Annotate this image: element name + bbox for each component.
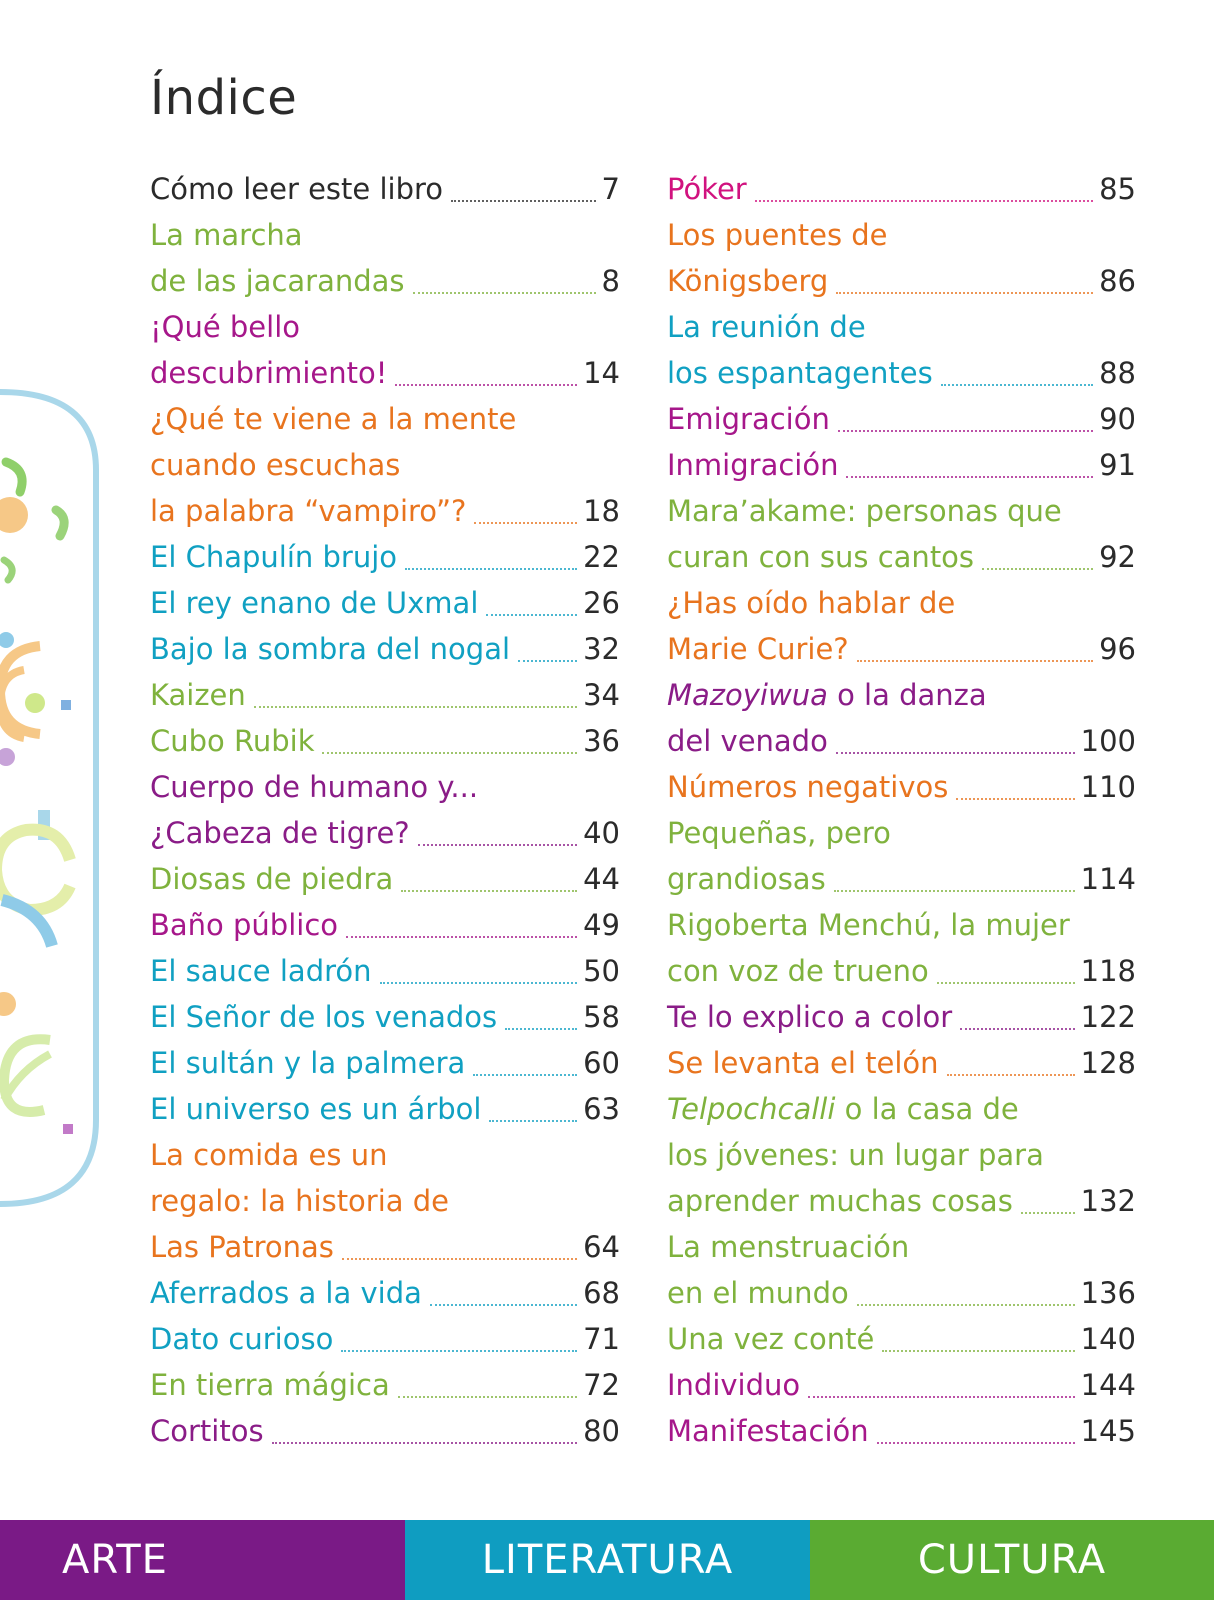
- list-item[interactable]: [150, 488, 620, 534]
- dot-leader: [272, 1442, 578, 1444]
- entry-title: Las Patronas: [150, 1230, 334, 1264]
- list-item[interactable]: [667, 672, 1136, 718]
- list-item[interactable]: [667, 350, 1136, 396]
- list-item[interactable]: [150, 764, 620, 810]
- page-number: 91: [1099, 448, 1136, 482]
- decorative-border: [0, 0, 110, 1220]
- page-number: 40: [583, 816, 620, 850]
- entry-title-italic: Telpochcalli: [667, 1092, 836, 1126]
- dot-leader: [380, 982, 578, 984]
- dot-leader: [413, 292, 596, 294]
- entry-title-italic: Mazoyiwua: [667, 678, 828, 712]
- list-item[interactable]: [667, 1086, 1136, 1132]
- page-number: 92: [1099, 540, 1136, 574]
- page-number: 100: [1080, 724, 1136, 758]
- category-legend: [0, 1520, 1214, 1600]
- page-number: 88: [1099, 356, 1136, 390]
- dot-leader: [346, 936, 577, 938]
- list-item[interactable]: [667, 212, 1136, 258]
- page-number: 86: [1099, 264, 1136, 298]
- entry-title: cuando escuchas: [150, 448, 401, 482]
- page-number: 32: [583, 632, 620, 666]
- list-item[interactable]: [150, 1316, 620, 1362]
- list-item[interactable]: [667, 810, 1136, 856]
- entry-title: Los puentes de: [667, 218, 888, 252]
- dot-leader: [857, 660, 1093, 662]
- list-item[interactable]: [667, 1270, 1136, 1316]
- page-number: 136: [1080, 1276, 1136, 1310]
- entry-title: curan con sus cantos: [667, 540, 975, 574]
- entry-title: Te lo explico a color: [667, 1000, 953, 1034]
- page-number: 44: [583, 862, 620, 896]
- list-item[interactable]: [150, 718, 620, 764]
- entry-title: La reunión de: [667, 310, 866, 344]
- category-cultura: CULTURA: [810, 1520, 1214, 1600]
- page-number: 80: [583, 1414, 620, 1448]
- entry-title: Kaizen: [150, 678, 246, 712]
- page-number: 26: [583, 586, 620, 620]
- entry-title: Rigoberta Menchú, la mujer: [667, 908, 1070, 942]
- list-item[interactable]: [150, 350, 620, 396]
- list-item[interactable]: [150, 994, 620, 1040]
- dot-leader: [857, 1304, 1075, 1306]
- entry-title: [667, 1086, 1019, 1132]
- entry-title: los espantagentes: [667, 356, 933, 390]
- index-column-right: [667, 166, 1136, 1454]
- entry-title: ¿Cabeza de tigre?: [150, 816, 410, 850]
- dot-leader: [937, 982, 1075, 984]
- list-item[interactable]: [667, 718, 1136, 764]
- dot-leader: [808, 1396, 1074, 1398]
- entry-title: Individuo: [667, 1368, 801, 1402]
- dot-leader: [755, 200, 1093, 202]
- entry-title: Bajo la sombra del nogal: [150, 632, 511, 666]
- entry-title: El sultán y la palmera: [150, 1046, 466, 1080]
- list-item[interactable]: [667, 1040, 1136, 1086]
- dot-leader: [838, 430, 1093, 432]
- page-number: 50: [583, 954, 620, 988]
- dot-leader: [947, 1074, 1075, 1076]
- dot-leader: [474, 522, 577, 524]
- entry-title: Dato curioso: [150, 1322, 334, 1356]
- page-number: 18: [583, 494, 620, 528]
- dot-leader: [322, 752, 577, 754]
- entry-title: Pequeñas, pero: [667, 816, 891, 850]
- entry-title: En tierra mágica: [150, 1368, 390, 1402]
- dot-leader: [489, 1120, 577, 1122]
- page-number: 140: [1080, 1322, 1136, 1356]
- dot-leader: [254, 706, 577, 708]
- entry-title-rest: o la danza: [827, 678, 987, 712]
- page-number: 68: [583, 1276, 620, 1310]
- list-item[interactable]: [150, 304, 620, 350]
- category-literatura: LITERATURA: [405, 1520, 810, 1600]
- dot-leader: [982, 568, 1093, 570]
- list-item[interactable]: [150, 626, 620, 672]
- list-item[interactable]: [150, 1086, 620, 1132]
- list-item[interactable]: [150, 902, 620, 948]
- list-item[interactable]: [150, 258, 620, 304]
- page-number: 71: [583, 1322, 620, 1356]
- list-item[interactable]: [150, 1178, 620, 1224]
- entry-title: en el mundo: [667, 1276, 849, 1310]
- list-item[interactable]: [150, 856, 620, 902]
- entry-title: con voz de trueno: [667, 954, 929, 988]
- list-item[interactable]: [667, 580, 1136, 626]
- entry-title: Cuerpo de humano y...: [150, 770, 479, 804]
- list-item[interactable]: [150, 810, 620, 856]
- entry-title-rest: o la casa de: [835, 1092, 1019, 1126]
- entry-title: grandiosas: [667, 862, 826, 896]
- page-number: 22: [583, 540, 620, 574]
- entry-title: Marie Curie?: [667, 632, 849, 666]
- entry-title: El rey enano de Uxmal: [150, 586, 479, 620]
- dot-leader: [518, 660, 577, 662]
- entry-title: La marcha: [150, 218, 303, 252]
- dot-leader: [956, 798, 1074, 800]
- list-item[interactable]: [667, 442, 1136, 488]
- page-number: 60: [583, 1046, 620, 1080]
- page-number: 145: [1080, 1414, 1136, 1448]
- dot-leader: [342, 1258, 577, 1260]
- list-item[interactable]: [667, 304, 1136, 350]
- page-number: 14: [583, 356, 620, 390]
- entry-title: Diosas de piedra: [150, 862, 394, 896]
- category-arte: ARTE: [0, 1520, 405, 1600]
- list-item[interactable]: [667, 534, 1136, 580]
- entry-title: regalo: la historia de: [150, 1184, 450, 1218]
- dot-leader: [430, 1304, 577, 1306]
- page-title: Índice: [150, 70, 298, 126]
- dot-leader: [451, 200, 596, 202]
- dot-leader: [836, 292, 1093, 294]
- list-item[interactable]: [150, 166, 620, 212]
- entry-title: ¿Qué te viene a la mente: [150, 402, 517, 436]
- list-item[interactable]: [150, 1132, 620, 1178]
- list-item[interactable]: [150, 534, 620, 580]
- entry-title: la palabra “vampiro”?: [150, 494, 467, 528]
- page-number: 118: [1080, 954, 1136, 988]
- page-number: 63: [583, 1092, 620, 1126]
- dot-leader: [486, 614, 577, 616]
- entry-title: Cubo Rubik: [150, 724, 315, 758]
- page-number: 8: [601, 264, 620, 298]
- entry-title: del venado: [667, 724, 828, 758]
- page-number: 58: [583, 1000, 620, 1034]
- dot-leader: [505, 1028, 577, 1030]
- page-number: 128: [1080, 1046, 1136, 1080]
- entry-title: Emigración: [667, 402, 830, 436]
- page-number: 72: [583, 1368, 620, 1402]
- dot-leader: [401, 890, 577, 892]
- page-number: 122: [1080, 1000, 1136, 1034]
- entry-title: Aferrados a la vida: [150, 1276, 422, 1310]
- page-number: 34: [583, 678, 620, 712]
- dot-leader: [836, 752, 1075, 754]
- list-item[interactable]: [150, 672, 620, 718]
- page-number: 49: [583, 908, 620, 942]
- list-item[interactable]: [150, 948, 620, 994]
- page-number: 110: [1080, 770, 1136, 804]
- list-item[interactable]: [667, 166, 1136, 212]
- page-number: 96: [1099, 632, 1136, 666]
- entry-title: ¡Qué bello: [150, 310, 300, 344]
- page-number: 132: [1080, 1184, 1136, 1218]
- dot-leader: [882, 1350, 1074, 1352]
- list-item[interactable]: [150, 212, 620, 258]
- entry-title: Cómo leer este libro: [150, 172, 444, 206]
- page-number: 36: [583, 724, 620, 758]
- entry-title: El sauce ladrón: [150, 954, 372, 988]
- list-item[interactable]: [667, 1316, 1136, 1362]
- list-item[interactable]: [667, 856, 1136, 902]
- list-item[interactable]: [150, 1224, 620, 1270]
- entry-title: Póker: [667, 172, 747, 206]
- dot-leader: [341, 1350, 577, 1352]
- dot-leader: [846, 476, 1093, 478]
- list-item[interactable]: [150, 580, 620, 626]
- list-item[interactable]: [667, 902, 1136, 948]
- list-item[interactable]: [667, 948, 1136, 994]
- entry-title: Manifestación: [667, 1414, 869, 1448]
- list-item[interactable]: [150, 1362, 620, 1408]
- page-number: 114: [1080, 862, 1136, 896]
- entry-title: Königsberg: [667, 264, 829, 298]
- page-number: 85: [1099, 172, 1136, 206]
- entry-title: Cortitos: [150, 1414, 264, 1448]
- index-column-left: [150, 166, 620, 1454]
- entry-title: El Chapulín brujo: [150, 540, 398, 574]
- list-item[interactable]: [150, 442, 620, 488]
- list-item[interactable]: [667, 994, 1136, 1040]
- entry-title: Se levanta el telón: [667, 1046, 939, 1080]
- list-item[interactable]: [667, 1224, 1136, 1270]
- list-item[interactable]: [667, 764, 1136, 810]
- entry-title: los jóvenes: un lugar para: [667, 1138, 1044, 1172]
- page-number: 144: [1080, 1368, 1136, 1402]
- list-item[interactable]: [667, 1362, 1136, 1408]
- list-item[interactable]: [150, 1270, 620, 1316]
- dot-leader: [1021, 1212, 1075, 1214]
- entry-title: [667, 672, 987, 718]
- dot-leader: [418, 844, 577, 846]
- dot-leader: [877, 1442, 1075, 1444]
- dot-leader: [473, 1074, 577, 1076]
- list-item[interactable]: [667, 1408, 1136, 1454]
- entry-title: Baño público: [150, 908, 339, 942]
- list-item[interactable]: [667, 488, 1136, 534]
- list-item[interactable]: [667, 1132, 1136, 1178]
- list-item[interactable]: [667, 626, 1136, 672]
- page-number: 90: [1099, 402, 1136, 436]
- list-item[interactable]: [667, 1178, 1136, 1224]
- page-number: 64: [583, 1230, 620, 1264]
- list-item[interactable]: [667, 258, 1136, 304]
- entry-title: aprender muchas cosas: [667, 1184, 1013, 1218]
- dot-leader: [834, 890, 1075, 892]
- list-item[interactable]: [150, 396, 620, 442]
- dot-leader: [405, 568, 577, 570]
- entry-title: de las jacarandas: [150, 264, 405, 298]
- entry-title: ¿Has oído hablar de: [667, 586, 956, 620]
- dot-leader: [398, 1396, 577, 1398]
- entry-title: Una vez conté: [667, 1322, 875, 1356]
- page-number: 7: [601, 172, 620, 206]
- entry-title: La menstruación: [667, 1230, 910, 1264]
- entry-title: descubrimiento!: [150, 356, 388, 390]
- dot-leader: [395, 384, 577, 386]
- dot-leader: [960, 1028, 1074, 1030]
- list-item[interactable]: [150, 1040, 620, 1086]
- entry-title: Mara’akame: personas que: [667, 494, 1062, 528]
- list-item[interactable]: [667, 396, 1136, 442]
- dot-leader: [941, 384, 1093, 386]
- entry-title: El Señor de los venados: [150, 1000, 498, 1034]
- entry-title: Números negativos: [667, 770, 949, 804]
- list-item[interactable]: [150, 1408, 620, 1454]
- entry-title: El universo es un árbol: [150, 1092, 482, 1126]
- entry-title: Inmigración: [667, 448, 839, 482]
- entry-title: La comida es un: [150, 1138, 388, 1172]
